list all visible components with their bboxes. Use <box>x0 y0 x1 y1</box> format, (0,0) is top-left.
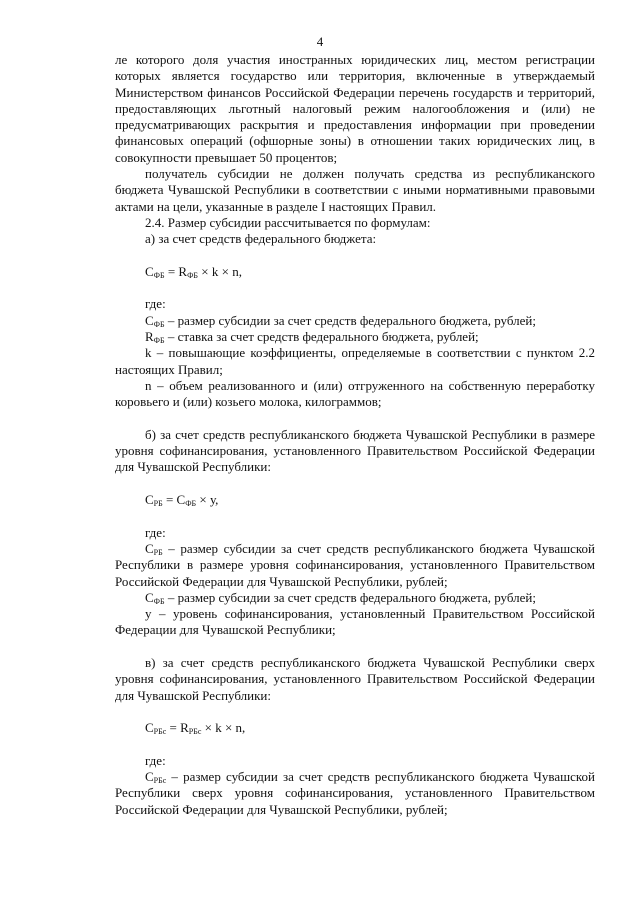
item-a-federal-budget: а) за счет средств федерального бюджета: <box>145 231 377 247</box>
where-label-c: где: <box>145 752 166 768</box>
definition-c-fb: $С_{ФБ}$ – размер субсидии за счет средств федерального бюджета, рублей; <box>145 312 537 329</box>
formula-a: $С_{ФБ} = R_{ФБ} \times k \times n$, <box>145 263 242 280</box>
definition-c-rb: $С_{РБ}$ – размер субсидии за счет средств республиканского бюджета Чувашской Республики в размере уровня софинансирования, установленного Правительством Российской Федерации для Чувашской Республики, рублей; <box>115 540 595 589</box>
definition-r-fb: $R_{ФБ}$ – ставка за счет средств федерального бюджета, рублей; <box>145 329 479 346</box>
definition-k: k – повышающие коэффициенты, определяемые в соответствии с пунктом 2.2 настоящих Правил; <box>115 345 595 377</box>
page-number: 4 <box>316 34 324 49</box>
paragraph-no-other-funds: получатель субсидии не должен получать средства из республиканского бюджета Чувашской Республики в соответствии с иными нормативными правовыми актами на цели, указанные в разделе I настоящих Правил. <box>115 166 595 214</box>
definition-y: у – уровень софинансирования, установленный Правительством Российской Федерации для Чувашской Республики; <box>115 606 595 638</box>
definition-c-fb-2: $С_{ФБ}$ – размер субсидии за счет средств федерального бюджета, рублей; <box>145 589 537 606</box>
formula-b: $С_{РБ} = С_{ФБ} \times у$, <box>145 492 219 509</box>
document-body <box>115 52 595 818</box>
definition-c-rbs: $С_{РБс}$ – размер субсидии за счет средств республиканского бюджета Чувашской Республики сверх уровня софинансирования, установленного Правительством Российской Федерации для Чувашской Республики, рублей; <box>115 769 595 817</box>
paragraph-2-4-heading: 2.4. Размер субсидии рассчитывается по формулам: <box>145 214 431 230</box>
where-label-b: где: <box>145 524 166 540</box>
where-label-a: где: <box>145 296 166 312</box>
item-b-republic-budget: б) за счет средств республиканского бюджета Чувашской Республики в размере уровня софинансирования, установленного Правительством Российской Федерации для Чувашской Республики: <box>115 426 595 475</box>
paragraph-offshore-condition: ле которого доля участия иностранных юридических лиц, местом регистрации которых является государство или территория, включенные в утверждаемый Министерством финансов Российской Федерации перечень государств и территорий, предоставляющих льготный налоговый режим налогообложения и (или) не предусматривающих раскрытия и предоставления информации при проведении финансовых операций (офшорные зоны) в отношении таких юридических лиц, в совокупности превышает 50 процентов; <box>115 52 595 165</box>
formula-c: $С_{РБс} = R_{РБс} \times k \times n$, <box>145 720 246 737</box>
definition-n: n – объем реализованного и (или) отгруженного на собственную переработку коровьего и (или) козьего молока, килограммов; <box>115 377 595 410</box>
item-c-above-cofinancing: в) за счет средств республиканского бюджета Чувашской Республики сверх уровня софинансирования, установленного Правительством Российской Федерации для Чувашской Республики: <box>115 654 595 703</box>
